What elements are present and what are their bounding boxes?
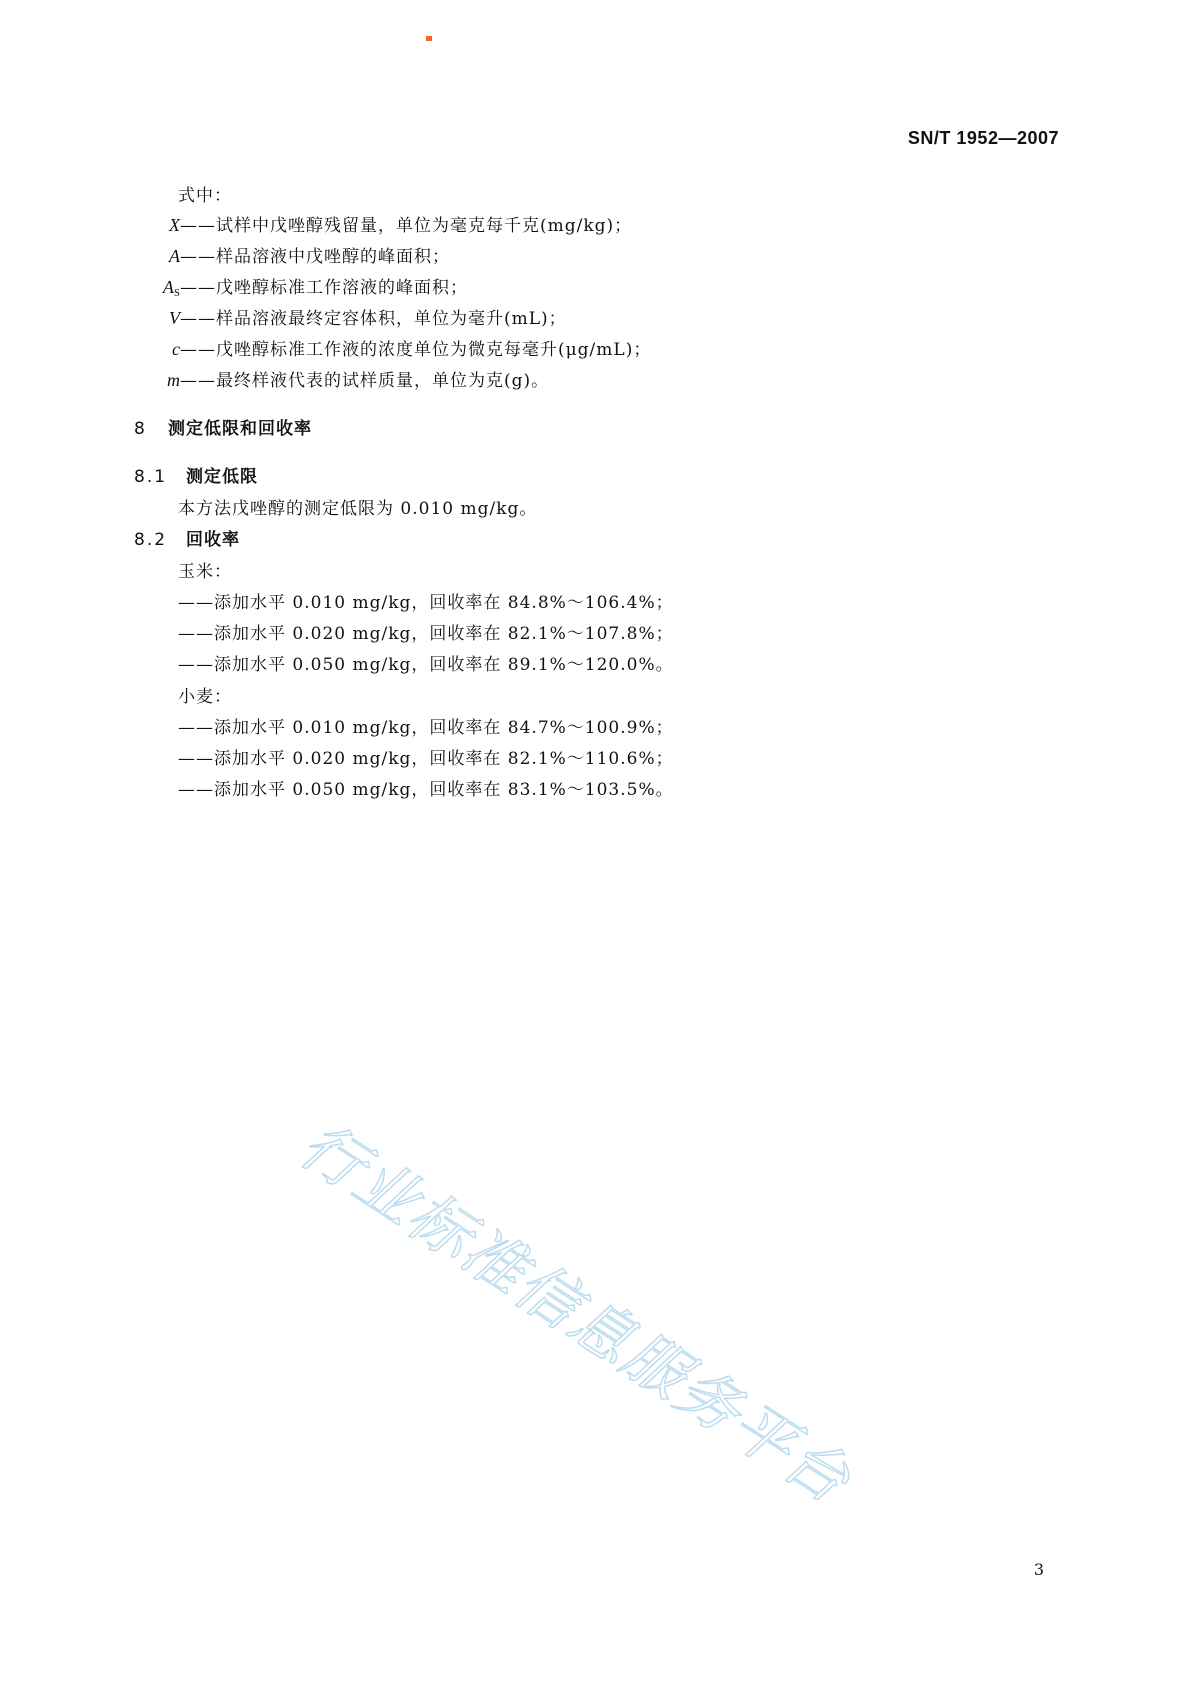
section-8-1-heading (134, 466, 258, 488)
legend-text: ——戊唑醇标准工作液的浓度单位为微克每毫升(μg/mL)； (180, 340, 652, 360)
section-title: 回收率 (186, 530, 240, 550)
standard-number: SN/T 1952—2007 (907, 128, 1059, 148)
wheat-recovery-item: ——添加水平 0.020 mg/kg，回收率在 82.1%～110.6%； (178, 749, 674, 769)
legend-item-a (140, 245, 450, 268)
corn-recovery-item: ——添加水平 0.050 mg/kg，回收率在 89.1%～120.0%。 (178, 655, 674, 675)
legend-item-v (140, 307, 567, 330)
legend-symbol: V (169, 308, 180, 328)
legend-text: ——戊唑醇标准工作溶液的峰面积； (180, 278, 468, 298)
section-number: 8.1 (134, 467, 168, 487)
formula-legend-intro: 式中： (178, 186, 232, 206)
corn-recovery-item: ——添加水平 0.020 mg/kg，回收率在 82.1%～107.8%； (178, 624, 674, 644)
legend-symbol: X (169, 215, 180, 235)
corn-recovery-item: ——添加水平 0.010 mg/kg，回收率在 84.8%～106.4%； (178, 593, 674, 613)
legend-symbol: A (169, 246, 180, 266)
wheat-recovery-item: ——添加水平 0.010 mg/kg，回收率在 84.7%～100.9%； (178, 718, 674, 738)
legend-text: ——试样中戊唑醇残留量，单位为毫克每千克(mg/kg)； (180, 216, 633, 236)
legend-subscript: S (173, 287, 180, 299)
wheat-recovery-item: ——添加水平 0.050 mg/kg，回收率在 83.1%～103.5%。 (178, 780, 674, 800)
legend-symbol: m (167, 370, 180, 390)
header-mark (426, 36, 432, 41)
legend-symbol: c (172, 339, 180, 359)
legend-item-m (140, 369, 549, 392)
corn-label: 玉米： (178, 562, 232, 582)
detection-limit-text: 本方法戊唑醇的测定低限为 0.010 mg/kg。 (178, 499, 538, 519)
legend-item-c (140, 338, 651, 361)
legend-text: ——样品溶液最终定容体积，单位为毫升(mL)； (180, 309, 567, 329)
section-8-heading (134, 418, 312, 440)
section-title: 测定低限 (186, 467, 258, 487)
section-number: 8.2 (134, 530, 168, 550)
watermark: 行业标准信息服务平台 (287, 1108, 864, 1518)
legend-text: ——样品溶液中戊唑醇的峰面积； (180, 247, 450, 267)
legend-symbol: $A_S$ (162, 277, 180, 299)
legend-item-x (140, 214, 632, 237)
section-8-2-heading (134, 529, 240, 551)
section-number: 8 (134, 419, 147, 439)
section-title: 测定低限和回收率 (168, 419, 312, 439)
legend-text: ——最终样液代表的试样质量，单位为克(g)。 (180, 371, 550, 391)
page-number: 3 (1033, 1560, 1044, 1579)
wheat-label: 小麦： (178, 687, 232, 707)
legend-item-as (140, 276, 468, 304)
